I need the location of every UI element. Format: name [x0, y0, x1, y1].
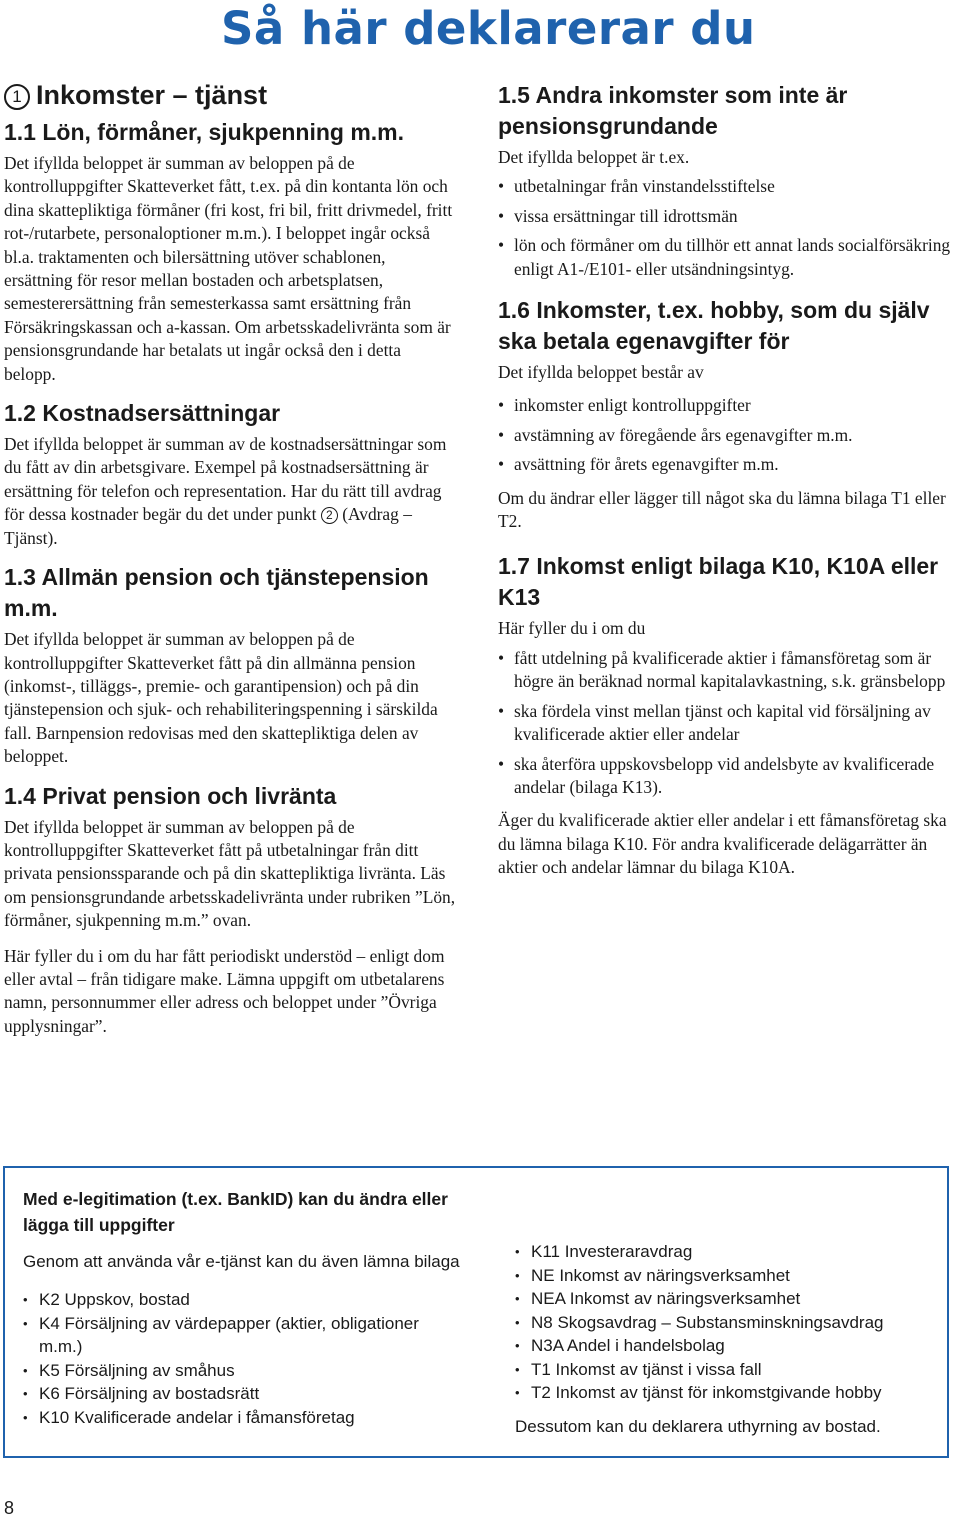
list-item: • utbetalningar från vinstandelsstiftelse: [498, 175, 954, 198]
info-box-left: [23, 1186, 463, 1435]
subsection-heading-1-4: 1.4 Privat pension och livränta: [4, 782, 337, 809]
list-item: • avstämning av föregående års egenavgifter m.m.: [498, 424, 954, 447]
list-item: • K2 Uppskov, bostad: [23, 1288, 463, 1312]
e-service-info-box: [3, 1166, 949, 1458]
section-heading: [4, 80, 456, 111]
list-item: • K11 Investeraravdrag: [515, 1240, 945, 1264]
list-item: • vissa ersättningar till idrottsmän: [498, 205, 954, 228]
subsection-outro-1-6: Om du ändrar eller lägger till något ska du lämna bilaga T1 eller T2.: [498, 487, 946, 532]
list-item: • ska återföra uppskovsbelopp vid andelsbyte av kvalificerade andelar (bilaga K13).: [498, 753, 954, 800]
subsection-text-1-4: Det ifyllda beloppet är summan av beloppen på de kontrolluppgifter Skatteverket fått på utbetalningar från ditt privata pensionssparande och på din skattepliktiga livränta. Läs om pensionsgrundande arbetsskadelivränta under rubriken ”Lön, förmåner, sjukpenning m.m.” ovan.: [4, 816, 456, 931]
info-box-title: Med e-legitimation (t.ex. BankID) kan du ändra eller lägga till uppgifter: [23, 1189, 448, 1235]
subsection-heading-1-3: 1.3 Allmän pension och tjänstepension m.m.: [4, 564, 429, 622]
info-box-intro: Genom att använda vår e-tjänst kan du även lämna bilaga: [23, 1252, 460, 1271]
list-item: • NEA Inkomst av näringsverksamhet: [515, 1287, 945, 1311]
info-box-right: [515, 1240, 945, 1449]
list-item: • ska fördela vinst mellan tjänst och kapital vid försäljning av kvalificerade aktier eller andelar: [498, 700, 954, 747]
list-item: • T1 Inkomst av tjänst i vissa fall: [515, 1358, 945, 1382]
subsection-heading-1-7: 1.7 Inkomst enligt bilaga K10, K10A eller K13: [498, 553, 939, 611]
left-column: [4, 80, 456, 1050]
page-number: 8: [4, 1498, 15, 1518]
subsection-heading-1-5: 1.5 Andra inkomster som inte är pensionsgrundande: [498, 82, 848, 139]
list-item: • K4 Försäljning av värdepapper (aktier, obligationer m.m.): [23, 1312, 463, 1359]
list-1-5: [498, 175, 954, 281]
info-box-list-right: [515, 1240, 945, 1405]
list-item: • K6 Försäljning av bostadsrätt: [23, 1382, 463, 1406]
subsection-intro-1-6: Det ifyllda beloppet består av: [498, 362, 704, 383]
list-1-6: [498, 394, 954, 476]
subsection-text-1-3: Det ifyllda beloppet är summan av beloppen på de kontrolluppgifter Skatteverket fått på din allmänna pension (inkomst-, tilläggs-, premie- och garantipension) och på din tjänstepension och sjuk- och rehabiliteringspenning i särskilda fall. Barnpension redovisas med den skattepliktiga delen av beloppet.: [4, 629, 438, 767]
list-1-7: [498, 647, 954, 799]
list-item: • lön och förmåner om du tillhör ett annat lands socialförsäkring enligt A1-/E101- eller utsändningsintyg.: [498, 234, 954, 281]
list-item: • N8 Skogsavdrag – Substansminskningsavdrag: [515, 1311, 945, 1335]
subsection-heading-1-6: 1.6 Inkomster, t.ex. hobby, som du själv ska betala egenavgifter för: [498, 297, 930, 355]
list-item: • inkomster enligt kontrolluppgifter: [498, 394, 954, 417]
text-part: (Avdrag – Tjänst).: [4, 504, 412, 548]
info-box-list-left: [23, 1288, 463, 1429]
list-item: • N3A Andel i handelsbolag: [515, 1334, 945, 1358]
section-number-badge: 1: [4, 84, 30, 110]
subsection-heading-1-1: 1.1 Lön, förmåner, sjukpenning m.m.: [4, 119, 405, 145]
subsection-intro-1-5: Det ifyllda beloppet är t.ex.: [498, 147, 690, 167]
list-item: • K10 Kvalificerade andelar i fåmansföretag: [23, 1406, 463, 1430]
page-title: Så här deklarerar du: [221, 2, 756, 55]
right-column: [498, 80, 954, 892]
list-item: • K5 Försäljning av småhus: [23, 1359, 463, 1383]
list-item: • NE Inkomst av näringsverksamhet: [515, 1264, 945, 1288]
subsection-text-1-2: [4, 433, 456, 550]
list-item: • T2 Inkomst av tjänst för inkomstgivande hobby: [515, 1381, 945, 1405]
list-item: • avsättning för årets egenavgifter m.m.: [498, 453, 954, 476]
section-title: Inkomster – tjänst: [36, 80, 268, 110]
info-box-outro: Dessutom kan du deklarera uthyrning av bostad.: [515, 1416, 881, 1436]
subsection-text-1-1: Det ifyllda beloppet är summan av beloppen på de kontrolluppgifter Skatteverket fått, t.ex. på din kontanta lön och dina skattepliktiga förmåner (fri kost, fri bil, fritt drivmedel, fritt rot-/rutarbete, personaloptioner m.m.). I beloppet ingår också bl.a. traktamenten och bilersättning utöver schablonen, ersättning för resor mellan bostaden och arbetsplatsen, semesterersättning från semesterkassa samt ersättning från Försäkringskassan och a-kassan. Om arbetsskadelivränta som är pensionsgrundande har betalats ut ingår också den i detta belopp.: [4, 153, 453, 384]
list-item: • fått utdelning på kvalificerade aktier i fåmansföretag som är högre än beräknad normal kapitalavkastning, s.k. gränsbelopp: [498, 647, 954, 694]
subsection-intro-1-7: Här fyller du i om du: [498, 618, 646, 639]
section-ref-badge: 2: [321, 507, 338, 524]
text-part: Det ifyllda beloppet är summan av de kostnadsersättningar som du fått av din arbetsgivare. Exempel på kostnadsersättning är ersättning för telefon och representation. Har du rätt till avdrag för dessa kostnader begär du det under punkt: [4, 434, 447, 525]
subsection-heading-1-2: 1.2 Kostnadsersättningar: [4, 400, 281, 427]
subsection-text-1-4b: Här fyller du i om du har fått periodiskt understöd – enligt dom eller avtal – från tidigare make. Lämna uppgift om utbetalarens namn, personnummer eller adress och beloppet under ”Övriga upplysningar”.: [4, 945, 445, 1036]
subsection-outro-1-7: Äger du kvalificerade aktier eller andelar i ett fåmansföretag ska du lämna bilaga K10. För andra kvalificerade delägarrätter än aktier och andelar lämnar du bilaga K10A.: [498, 810, 947, 878]
